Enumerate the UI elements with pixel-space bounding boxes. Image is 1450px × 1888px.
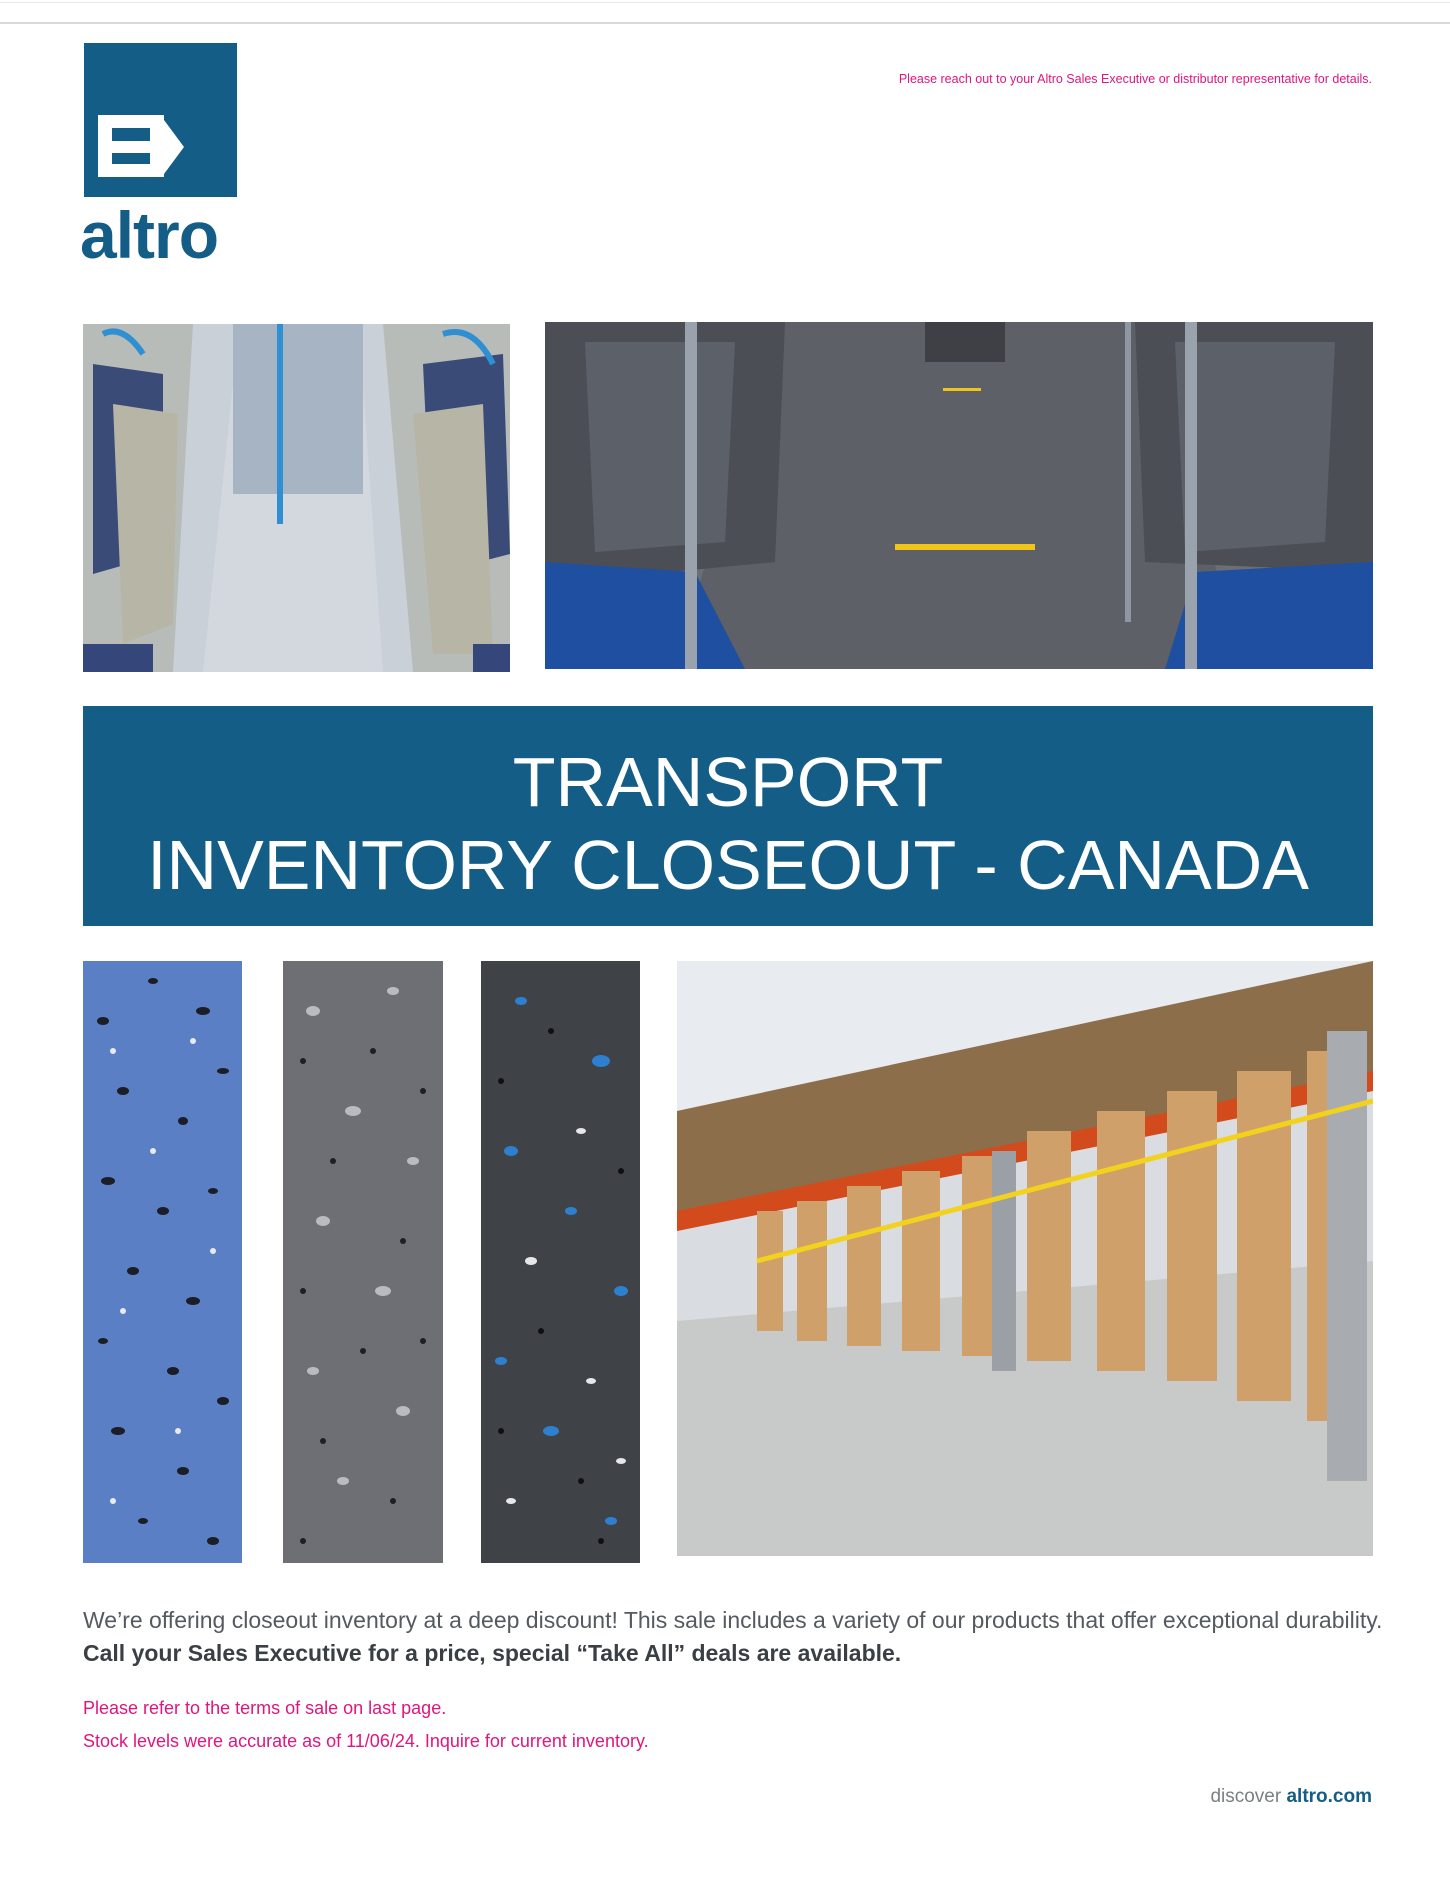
- page-top-border: [0, 22, 1450, 24]
- footer-prefix: discover: [1210, 1786, 1282, 1807]
- banner-title-line1: TRANSPORT: [512, 743, 944, 821]
- stock-note: Stock levels were accurate as of 11/06/24. Inquire for current inventory.: [83, 1731, 649, 1751]
- title-banner: [83, 706, 1373, 926]
- train-aisle-photo: [83, 324, 510, 672]
- warehouse-rolls-photo: [677, 961, 1373, 1556]
- dark-flooring-sample: [481, 961, 640, 1563]
- page-top-rule: [0, 2, 1450, 3]
- intro-paragraph: [83, 1604, 1383, 1670]
- footer-site-link[interactable]: altro.com: [1286, 1786, 1372, 1807]
- altro-arrow-logo-icon: [84, 43, 237, 197]
- contact-notice: Please reach out to your Altro Sales Executive or distributor representative for details.: [898, 72, 1372, 86]
- terms-note: Please refer to the terms of sale on last page.: [83, 1698, 447, 1718]
- blue-flooring-sample: [83, 961, 242, 1563]
- footer-url[interactable]: [1210, 1786, 1372, 1808]
- altro-logo-wordmark: altro: [80, 198, 219, 272]
- intro-emphasis: Call your Sales Executive for a price, special “Take All” deals are available.: [83, 1640, 902, 1666]
- intro-text: We’re offering closeout inventory at a deep discount! This sale includes a variety of our products that offer exceptional durability.: [83, 1607, 1383, 1633]
- bus-interior-photo: [545, 322, 1373, 669]
- altro-logo-mark: [84, 43, 237, 197]
- banner-title-line2: INVENTORY CLOSEOUT - CANADA: [147, 826, 1309, 904]
- grey-flooring-sample: [283, 961, 443, 1563]
